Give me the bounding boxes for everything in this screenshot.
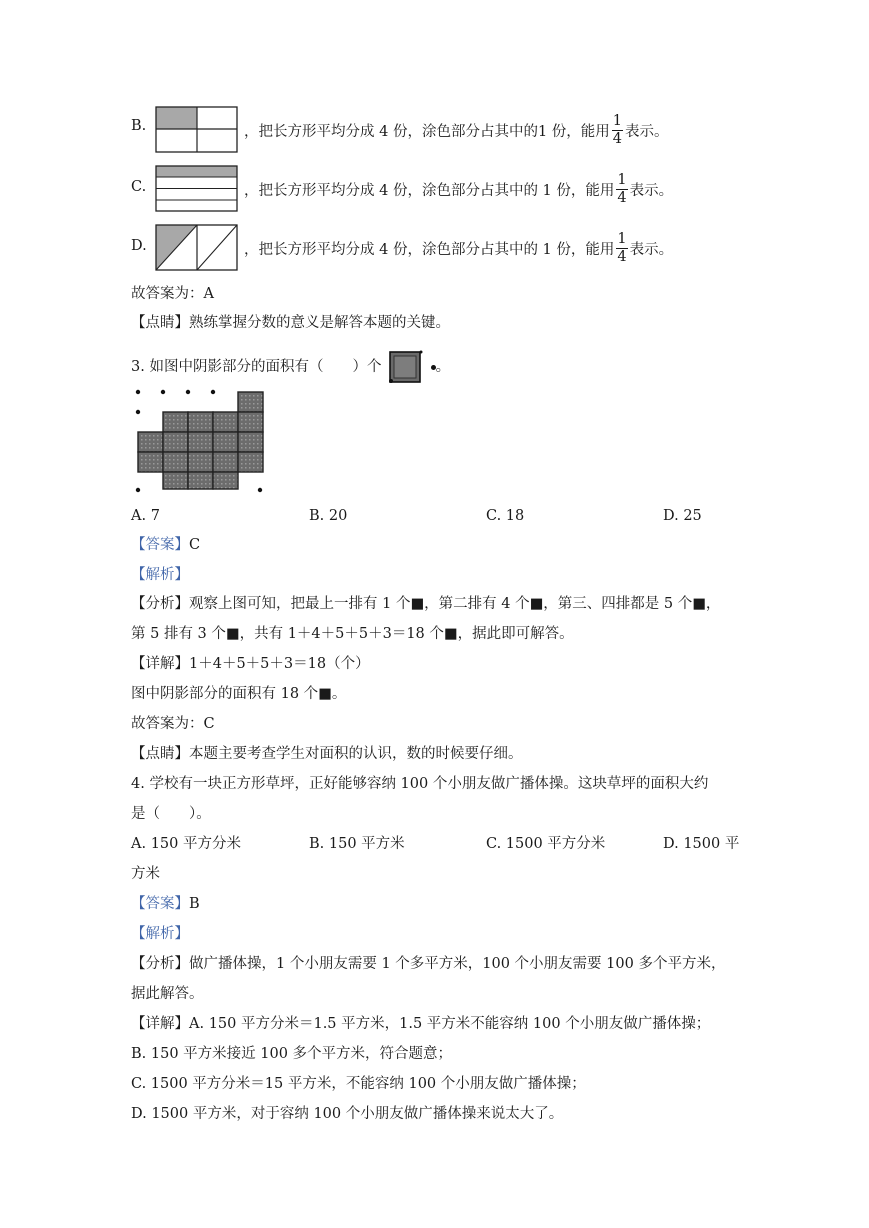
q4-fenxi-1: 【分析】做广播体操，1 个小朋友需要 1 个多平方米，100 个小朋友需要 100 多个平方米， bbox=[131, 956, 726, 972]
q3-question: 3. 如图中阴影部分的面积有（ ）个 。 bbox=[131, 350, 450, 384]
option-d-text-row bbox=[244, 225, 673, 271]
shaded-part bbox=[156, 107, 197, 129]
q3-option-d: D. 25 bbox=[663, 508, 702, 524]
q3-detail-1: 【详解】1＋4＋5＋5＋3＝18（个） bbox=[131, 656, 370, 672]
q4-detail-4: D. 1500 平方米，对于容纳 100 个小朋友做广播体操来说太大了。 bbox=[131, 1106, 564, 1122]
fraction-b: $\frac{1}{4}$ bbox=[612, 112, 623, 147]
q3-option-c: C. 18 bbox=[486, 508, 525, 524]
q3-comment: 【点睛】本题主要考查学生对面积的认识，数的时候要仔细。 bbox=[131, 746, 523, 762]
option-c-text: ，把长方形平均分成 4 份，涂色部分占其中的 1 份，能用 bbox=[244, 182, 615, 199]
figure-rect-d bbox=[155, 224, 239, 272]
q4-option-a: A. 150 平方分米 bbox=[131, 836, 241, 852]
q4-question-2: 是（ ）。 bbox=[131, 806, 211, 822]
figure-rect-b bbox=[155, 106, 239, 154]
fraction-c: $\frac{1}{4}$ bbox=[617, 171, 627, 206]
q4-question-1: 4. 学校有一块正方形草坪，正好能够容纳 100 个小朋友做广播体操。这块草坪的面积大约 bbox=[131, 776, 709, 792]
q4-answer: 【答案】B bbox=[131, 896, 200, 912]
option-d-label: D. bbox=[131, 238, 147, 254]
q3-answer: 【答案】C bbox=[131, 537, 201, 553]
q4-option-wrap: 方米 bbox=[131, 866, 160, 882]
q4-option-d: D. 1500 平 bbox=[663, 836, 740, 852]
q4-option-c: C. 1500 平方分米 bbox=[486, 836, 606, 852]
shaded-part bbox=[156, 166, 237, 177]
option-b-tail: 表示。 bbox=[625, 123, 669, 140]
q4-fenxi-2: 据此解答。 bbox=[131, 986, 204, 1002]
q3-answer-line: 故答案为：C bbox=[131, 716, 215, 732]
figure-rect-c bbox=[155, 165, 239, 213]
q3-analysis-tag: 【解析】 bbox=[131, 567, 189, 583]
q4-analysis-tag: 【解析】 bbox=[131, 926, 189, 942]
fraction-d: $\frac{1}{4}$ bbox=[617, 230, 627, 265]
q3-detail-2: 图中阴影部分的面积有 18 个■。 bbox=[131, 686, 347, 702]
q4-option-b: B. 150 平方米 bbox=[309, 836, 405, 852]
q4-detail-3: C. 1500 平方分米＝15 平方米，不能容纳 100 个小朋友做广播体操； bbox=[131, 1076, 586, 1092]
shaded-grid-figure bbox=[132, 386, 267, 496]
option-b-text-row bbox=[244, 107, 669, 153]
q3-option-a: A. 7 bbox=[131, 508, 160, 524]
option-b-text: ，把长方形平均分成 4 份，涂色部分占其中的1 份，能用 bbox=[244, 123, 610, 140]
q2-answer-line: 故答案为：A bbox=[131, 286, 214, 302]
option-b-label: B. bbox=[131, 118, 147, 134]
q2-comment: 【点睛】熟练掌握分数的意义是解答本题的关键。 bbox=[131, 315, 450, 331]
option-d-tail: 表示。 bbox=[629, 241, 674, 258]
q4-detail-1: 【详解】A. 150 平方分米＝1.5 平方米，1.5 平方米不能容纳 100 个小朋友做广播体操； bbox=[131, 1016, 711, 1032]
q3-option-b: B. 20 bbox=[309, 508, 348, 524]
option-c-label: C. bbox=[131, 179, 147, 195]
q3-fenxi-1: 【分析】观察上图可知，把最上一排有 1 个■，第二排有 4 个■，第三、四排都是 5 个■， bbox=[131, 596, 721, 612]
q3-fenxi-2: 第 5 排有 3 个■，共有 1＋4＋5＋5＋3＝18 个■，据此即可解答。 bbox=[131, 626, 574, 642]
option-c-tail: 表示。 bbox=[629, 182, 674, 199]
q4-detail-2: B. 150 平方米接近 100 多个平方米，符合题意； bbox=[131, 1046, 453, 1062]
option-d-text: ，把长方形平均分成 4 份，涂色部分占其中的 1 份，能用 bbox=[244, 241, 615, 258]
option-c-text-row bbox=[244, 166, 673, 212]
unit-square-icon bbox=[388, 350, 424, 384]
